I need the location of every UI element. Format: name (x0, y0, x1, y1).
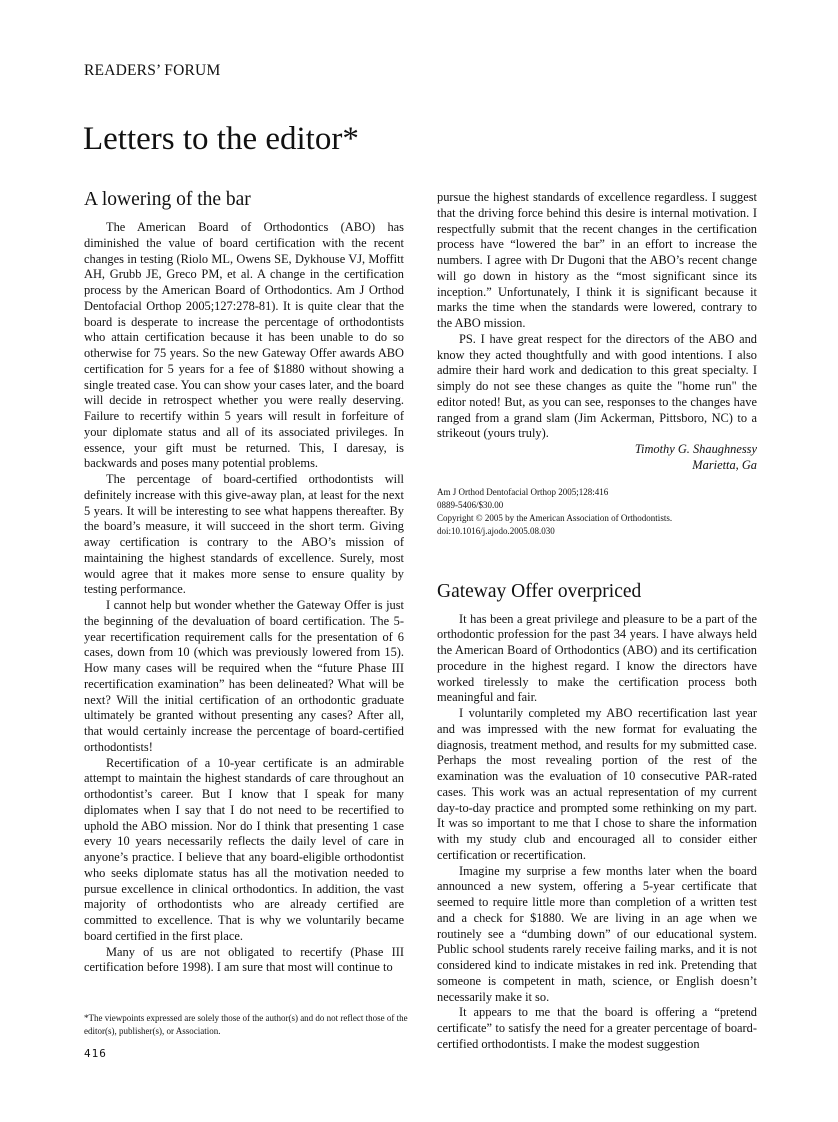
page-title: Letters to the editor* (83, 121, 359, 157)
section-label: READERS’ FORUM (84, 62, 221, 79)
letter1-postscript: PS. I have great respect for the directors of the ABO and know they acted thoughtfully and with good intentions. I also admire their hard work and dedication to this great specialty. I simply do not see these changes as quite the "home run" the editor noted! But, as you can see, responses to the changes have ranged from a grand slam (Jim Ackerman, Pittsboro, NC) to a strikeout (yours truly). (437, 331, 757, 441)
citation-doi: doi:10.1016/j.ajodo.2005.08.030 (437, 525, 555, 536)
letter2-title: Gateway Offer overpriced (437, 580, 642, 602)
letter1-title: A lowering of the bar (84, 189, 251, 210)
citation-issn: 0889-5406/$30.00 (437, 499, 504, 510)
citation-journal: Am J Orthod Dentofacial Orthop 2005;128:416 (437, 486, 609, 497)
letter2-paragraph: It appears to me that the board is offering a “pretend certificate” to satisfy the need for a greater percentage of board-certified orthodontists. I make the modest suggestion (437, 1005, 757, 1051)
letter1-paragraph: Many of us are not obligated to recertify (Phase III certification before 1998). I am sure that most will continue to (84, 944, 404, 975)
letter2-paragraph: Imagine my surprise a few months later when the board announced a new system, offering a 5-year certificate that seemed to require little more than completion of a written test and a check for $1880. We are living in an age when we routinely see a “dumbing down” of our educational system. Public school students rarely receive failing marks, and it is not considered kind to indicate mistakes in red ink. Pretending that someone is competent in math, science, or English doesn’t necessarily make it so. (437, 863, 757, 1004)
letter1-continuation: pursue the highest standards of excellence regardless. I suggest that the driving force behind this desire is internal motivation. I respectfully submit that the recent changes in the certification process have “lowered the bar” in an effort to increase the numbers. I agree with Dr Dugoni that the ABO’s recent change will go down in history as the “most significant since its inception.” Unfortunately, I think it is significant because it marks the time when the standards were lowered, contrary to the ABO mission. (437, 190, 757, 330)
letter1-location: Marietta, Ga (692, 457, 757, 472)
letter2-paragraph: It has been a great privilege and pleasure to be a part of the orthodontic profession for the past 34 years. I have always held the American Board of Orthodontics (ABO) and its certification procedure in the highest regard. I know the directors have worked tirelessly to make the certification process both meaningful and fair. (437, 611, 757, 705)
citation-meta (437, 486, 757, 538)
letter1-paragraph: I cannot help but wonder whether the Gateway Offer is just the beginning of the devaluation of board certification. The 5-year recertification requirement calls for the presentation of 6 cases, down from 10 (which was previously lowered from 15). How many cases will be required when the “future Phase III recertification examination” has been delineated? What will be next? Will the initial certification of an orthodontic graduate ultimately be granted without presenting any cases? After all, that would certainly increase the percentage of board-certified orthodontists! (84, 598, 404, 754)
letter1-paragraph: Recertification of a 10-year certificate is an admirable attempt to maintain the highest standards of care throughout an orthodontist’s career. But I know that I speak for many diplomates when I say that I do not need to be recertified to uphold the ABO mission. Nor do I think that presenting 1 case every 10 years necessarily reflects the daily level of care in anyone’s practice. I believe that any board-eligible orthodontist who seeks diplomate status has all the motivation needed to pursue excellence in clinical orthodontics. In addition, the vast majority of orthodontists who are already certified are committed to excellence. That is why we voluntarily became board certified in the first place. (84, 755, 404, 943)
letter1-paragraph: The American Board of Orthodontics (ABO) has diminished the value of board certification with the recent changes in testing (Riolo ML, Owens SE, Dykhouse VJ, Moffitt AH, Grubb JE, Greco PM, et al. A change in the certification process by the American Board of Orthodontics. Am J Orthod Dentofacial Orthop 2005;127:278-81). It is quite clear that the board is desperate to increase the percentage of orthodontists who attain certification because it has been unable to do so otherwise for 75 years. So the new Gateway Offer awards ABO certification for 5 years for a fee of $1880 without showing a single treated case. You can show your cases later, and the board will decide in retrospect whether you were really deserving. Failure to recertify within 5 years will result in forfeiture of your diplomate status and all of its associated privileges. In essence, your gift must be returned. This, I daresay, is backwards and poses many potential problems. (84, 220, 404, 471)
left-column (84, 188, 404, 976)
page-number: 416 (84, 1047, 107, 1060)
citation-copyright: Copyright © 2005 by the American Association of Orthodontists. (437, 512, 673, 523)
letter1-paragraph: The percentage of board-certified orthodontists will definitely increase with this give-away plan, at least for the next 5 years. It will be interesting to see what happens thereafter. By the board’s measure, it will succeed in the short term. Giving away certification is contrary to the ABO’s mission of maintaining the highest standards of excellence. Surely, most would agree that it makes more sense to ensure quality by testing performance. (84, 472, 404, 597)
right-column (437, 190, 757, 1053)
letter1-author: Timothy G. Shaughnessy (634, 442, 757, 456)
footnote: *The viewpoints expressed are solely those of the author(s) and do not reflect those of the editor(s), publisher(s), or Association. (84, 1013, 408, 1036)
letter2-paragraph: I voluntarily completed my ABO recertification last year and was impressed with the new format for evaluating the diagnosis, treatment method, and results for my submitted case. Perhaps the most revealing portion of the rest of the examination was the evaluation of 10 consecutive PAR-rated cases. This work was an actual representation of my current day-to-day practice and prompted some rethinking on my part. It was so important to me that I chose to share the information with my study club and encouraged all to consider either certification or recertification. (437, 706, 757, 862)
